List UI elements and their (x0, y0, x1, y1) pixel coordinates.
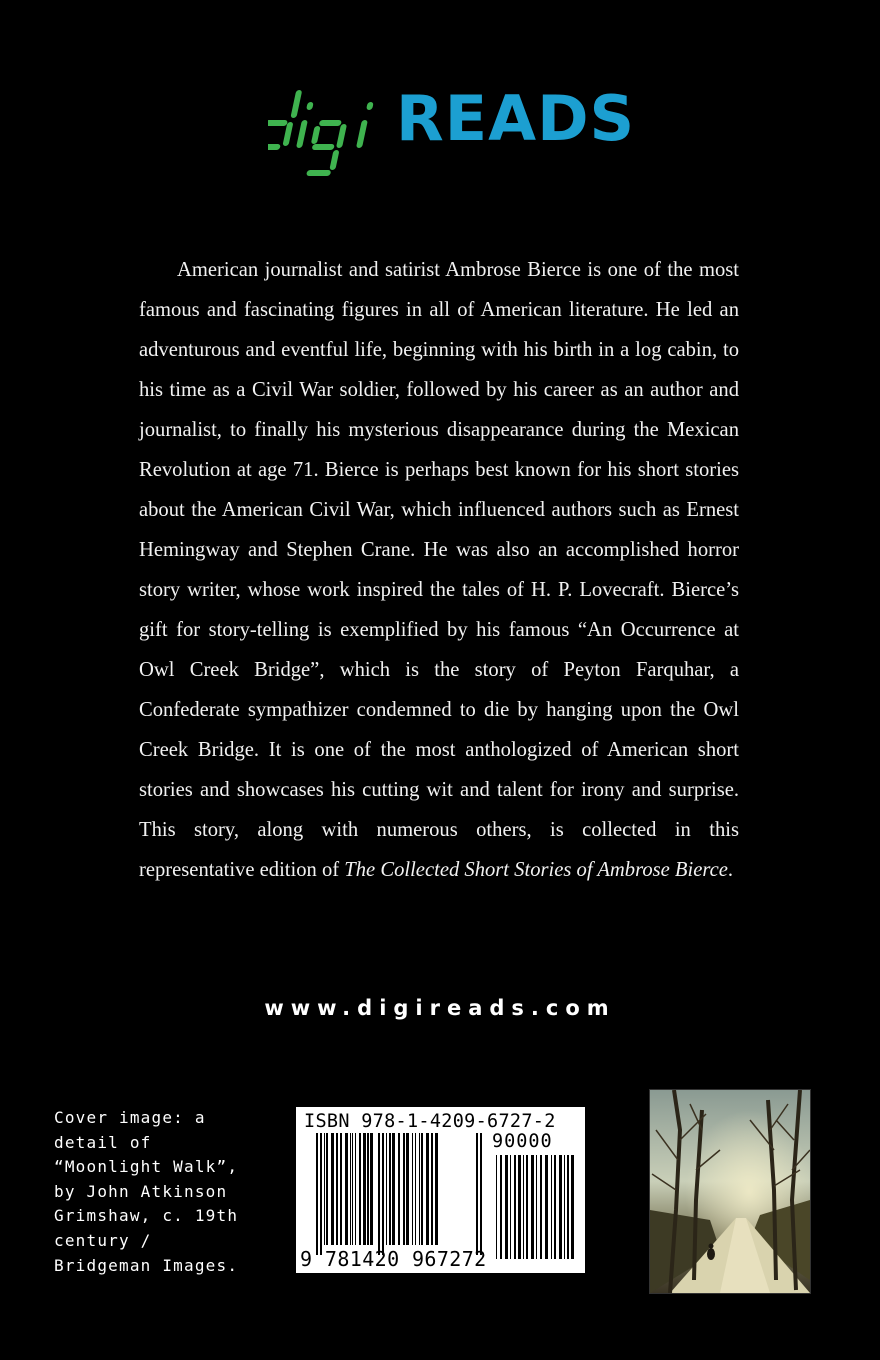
digireads-logo (268, 74, 636, 178)
barcode-bar (540, 1155, 542, 1259)
barcode-bar (545, 1155, 548, 1259)
barcode-bar (421, 1133, 423, 1245)
book-title: The Collected Short Stories of Ambrose Bierce (344, 859, 728, 881)
barcode-bar (363, 1133, 366, 1245)
barcode-bar (326, 1133, 328, 1245)
credit-line: century / (54, 1230, 152, 1250)
credit-line: Cover image: a (54, 1108, 206, 1127)
barcode-bar (378, 1133, 380, 1255)
barcode-bar (359, 1133, 361, 1245)
moonlit-road-painting-icon (650, 1090, 810, 1293)
barcode-bar (531, 1155, 534, 1259)
description-text: American journalist and satirist Ambrose Bierce is one of the most famous and fascinating figures in all of American literature. He led an adventurous and eventful life, beginning with his birth in a log cabin, to his time as a Civil War soldier, followed by his career as an author and journalist, to finally his mysterious disappearance during the Mexican Revolution at age 71. Bierce is perhaps best known for his short stories about the American Civil War, which influenced authors such as Ernest Hemingway and Stephen Crane. He was also an accomplished horror story writer, whose work inspired the tales of H. P. Lovecraft. Bierce’s gift for story-telling is exemplified by his famous “An Occurrence at Owl Creek Bridge”, which is the story of Peyton Farquhar, a Confederate sympathizer condemned to die by hanging upon the Owl Creek Bridge. It is one of the most anthologized of American short stories and showcases his cutting wit and talent for irony and surprise. This story, along with numerous others, is collected in this representative edition of (139, 259, 739, 881)
isbn-barcode (296, 1107, 585, 1273)
barcode-bar (514, 1155, 516, 1259)
barcode-bar (435, 1133, 438, 1245)
barcode-bar (355, 1133, 356, 1245)
barcode-bar (518, 1155, 521, 1259)
cover-image-credit (54, 1106, 274, 1278)
barcode-digits: 9 781420 967272 (300, 1247, 487, 1271)
barcode-bar (496, 1155, 497, 1259)
description-end: . (727, 859, 734, 881)
barcode-bar (406, 1133, 409, 1245)
barcode-bar (500, 1155, 502, 1259)
barcode-bar (412, 1133, 413, 1245)
barcode-bar (564, 1155, 565, 1259)
barcode-bar (382, 1133, 384, 1255)
credit-line: “Moonlight Walk”, (54, 1157, 239, 1177)
credit-line: detail of (54, 1132, 152, 1152)
barcode-bar (324, 1133, 325, 1245)
barcode-bar (415, 1133, 416, 1245)
price-addon-number: 90000 (492, 1131, 553, 1152)
barcode-bar (398, 1133, 400, 1245)
barcode-bar (536, 1155, 537, 1259)
barcode-bar (392, 1133, 395, 1245)
barcode-bar (554, 1155, 556, 1259)
barcode-bar (316, 1133, 318, 1255)
barcode-bar (510, 1155, 511, 1259)
book-description (139, 250, 739, 890)
barcode-bar (389, 1133, 391, 1245)
description-paragraph (139, 250, 739, 890)
credit-line: by John Atkinson (54, 1181, 228, 1201)
barcode-bar (559, 1155, 562, 1259)
barcode-bar (352, 1133, 353, 1245)
cover-image-thumbnail (649, 1089, 811, 1294)
barcode-bar (340, 1133, 342, 1245)
barcode-bar (370, 1133, 373, 1245)
barcode-bar (419, 1133, 420, 1245)
barcode-bar (426, 1133, 429, 1245)
barcode-bar (367, 1133, 369, 1245)
barcode-bar (526, 1155, 528, 1259)
barcode-bar (571, 1155, 574, 1259)
credit-line: Bridgeman Images. (54, 1255, 239, 1275)
barcode-bar (567, 1155, 569, 1259)
barcode-bar (331, 1133, 334, 1245)
barcode-bar (345, 1133, 348, 1245)
barcode-bar (320, 1133, 322, 1255)
barcode-bar (386, 1133, 387, 1245)
isbn-label: ISBN 978-1-4209-6727-2 (304, 1111, 556, 1132)
barcode-bar (336, 1133, 338, 1245)
logo-reads-wordmark: READS (396, 82, 636, 155)
barcode-bar (523, 1155, 524, 1259)
barcode-bar (403, 1133, 405, 1245)
barcode-bar (350, 1133, 351, 1245)
publisher-website: www.digireads.com (264, 996, 616, 1020)
barcode-bar (551, 1155, 552, 1259)
logo-digi-wordmark (268, 82, 396, 180)
barcode-bar (476, 1133, 478, 1255)
digi-segment-icon (268, 82, 396, 180)
credit-line: Grimshaw, c. 19th (54, 1206, 239, 1226)
barcode-bar (505, 1155, 508, 1259)
barcode-bar (431, 1133, 433, 1245)
barcode-bar (480, 1133, 482, 1255)
